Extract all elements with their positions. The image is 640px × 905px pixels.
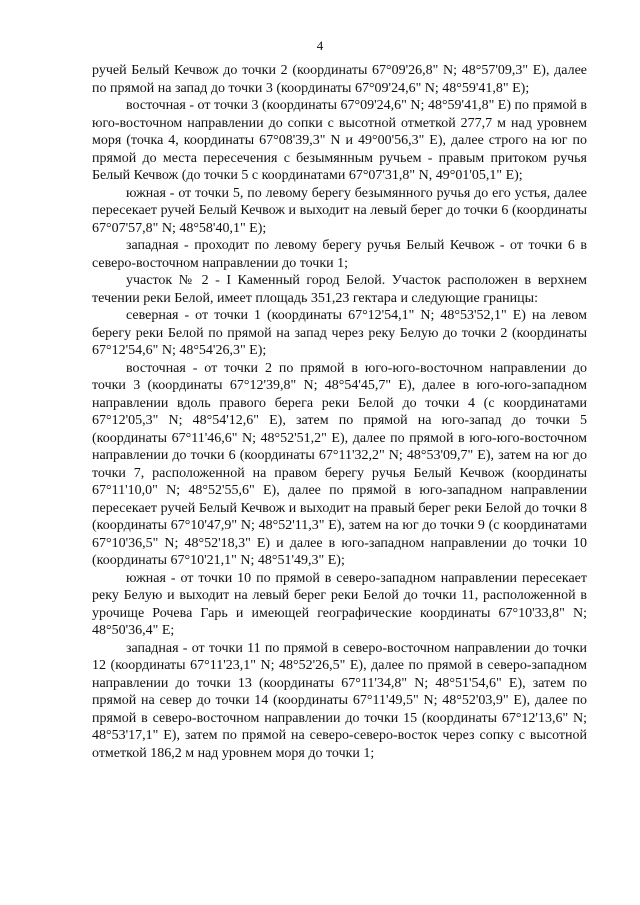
document-body (92, 62, 587, 762)
paragraph-west-boundary-plot-2: западная - от точки 11 по прямой в северо-восточном направлении до точки 12 (координаты 67°11'23,1" N; 48°52'26,5" E), далее по прямой в северо-западном направлении до точки 13 (координаты 67°11'34,8" N; 48°51'54,6" E), затем по прямой на север до точки 14 (координаты 67°11'49,5" N; 48°52'03,9" E), далее по прямой в северо-восточном направлении до точки 15 (координаты 67°12'13,6" N; 48°53'17,1" E), затем по прямой на северо-северо-восток через сопку с высотной отметкой 186,2 м над уровнем моря до точки 1; (92, 640, 587, 761)
paragraph-1-continuation: ручей Белый Кечвож до точки 2 (координаты 67°09'26,8" N; 48°57'09,3" E), далее по прямой на запад до точки 3 (координаты 67°09'24,6" N; 48°59'41,8" E); (92, 63, 587, 96)
paragraph-west-boundary-plot-1: западная - проходит по левому берегу ручья Белый Кечвож - от точки 6 в северо-восточном направлении до точки 1; (92, 238, 587, 271)
paragraph-north-boundary-plot-2: северная - от точки 1 (координаты 67°12'54,1" N; 48°53'52,1" E) на левом берегу реки Белой по прямой на запад через реку Белую до точки 2 (координаты 67°12'54,6" N; 48°54'26,3" E); (92, 308, 587, 358)
paragraph-south-boundary-plot-2: южная - от точки 10 по прямой в северо-западном направлении пересекает реку Белую и выходит на левый берег реки Белой до точки 11, расположенной в урочище Рочева Гарь и имеющей географические координаты 67°10'33,8" N; 48°50'36,4" E; (92, 570, 587, 638)
paragraph-south-boundary-plot-1: южная - от точки 5, по левому берегу безымянного ручья до его устья, далее пересекает ручей Белый Кечвож и выходит на левый берег до точки 6 (координаты 67°07'57,8" N; 48°58'40,1" E); (92, 185, 587, 236)
paragraph-east-boundary-plot-1: восточная - от точки 3 (координаты 67°09'24,6" N; 48°59'41,8" E) по прямой в юго-восточном направлении до сопки с высотной отметкой 277,7 м над уровнем моря (точка 4, координаты 67°08'39,3" N и 49°00'56,3" E), далее строго на юг по прямой до места пересечения с безымянным ручьем - правым притоком ручья Белый Кечвож (до точки 5 с координатами 67°07'31,8" N, 49°01'05,1" E); (92, 98, 587, 183)
paragraph-east-boundary-plot-2: восточная - от точки 2 по прямой в юго-юго-восточном направлении до точки 3 (координаты 67°12'39,8" N; 48°54'45,7" E), далее в юго-юго-западном направлении вдоль правого берега реки Белой до точки 4 (с координатами 67°12'05,3" N; 48°54'12,6" E), затем по прямой на юго-запад до точки 5 (координаты 67°11'46,6" N; 48°52'51,2" E), далее по прямой в юго-юго-восточном направлении до точки 6 (координаты 67°11'32,2" N; 48°53'09,7" E), затем на юг до точки 7, расположенной на правом берегу ручья Белый Кечвож (координаты 67°11'10,0" N; 48°52'55,6" E), далее по прямой в юго-западном направлении пересекает ручей Белый Кечвож и выходит на правый берег реки Белой до точки 8 (координаты 67°10'47,9" N; 48°52'11,3" E), затем на юг до точки 9 (с координатами 67°10'36,5" N; 48°52'18,3" E) и далее в юго-западном направлении до точки 10 (координаты 67°10'21,1" N; 48°51'49,3" E); (92, 360, 587, 568)
page-number: 4 (316, 38, 324, 53)
paragraph-plot-2-intro: участок № 2 - I Каменный город Белой. Участок расположен в верхнем течении реки Белой, имеет площадь 351,23 гектара и следующие границы: (92, 273, 587, 306)
